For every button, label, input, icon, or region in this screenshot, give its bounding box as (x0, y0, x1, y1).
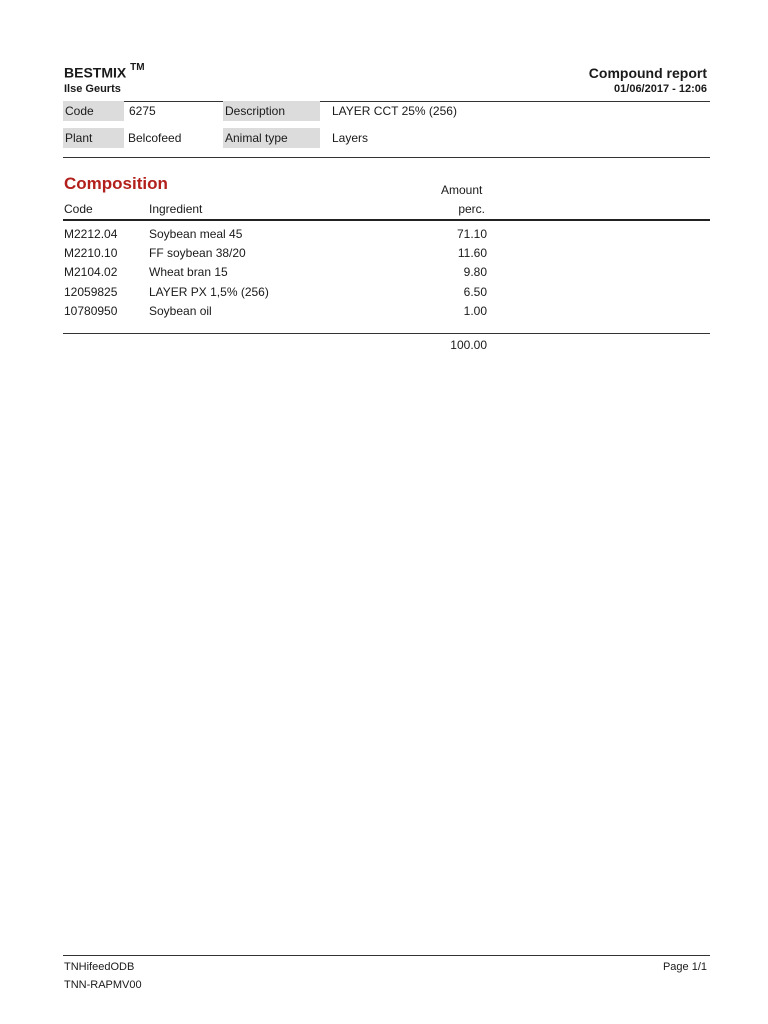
report-title: Compound report (588, 65, 707, 81)
ingredient-name: Soybean meal 45 (149, 227, 243, 241)
ingredient-name: LAYER PX 1,5% (256) (149, 285, 269, 299)
table-row (64, 265, 494, 284)
plant-label: Plant (63, 128, 124, 148)
brand-name: BESTMIX (64, 64, 127, 81)
composition-title: Composition (64, 174, 168, 193)
table-footer-divider (63, 333, 710, 334)
footer-divider (63, 955, 710, 956)
perc-header: perc. (458, 202, 485, 216)
ingredient-code: M2210.10 (64, 246, 118, 260)
ingredient-column-header: Ingredient (149, 202, 203, 216)
ingredient-amount: 9.80 (463, 265, 487, 279)
plant-value: Belcofeed (128, 131, 182, 145)
page-number: Page 1/1 (662, 961, 707, 973)
ingredient-code: M2104.02 (64, 265, 118, 279)
description-label: Description (223, 101, 320, 121)
ingredient-code: M2212.04 (64, 227, 118, 241)
ingredient-name: Wheat bran 15 (149, 265, 228, 279)
brand-title (64, 64, 145, 81)
description-value: LAYER CCT 25% (256) (332, 104, 457, 118)
code-value: 6275 (129, 104, 156, 118)
report-datetime: 01/06/2017 - 12:06 (614, 83, 707, 95)
report-id: TNN-RAPMV00 (64, 979, 142, 991)
table-row (64, 285, 494, 304)
animal-type-label: Animal type (223, 128, 320, 148)
ingredient-amount: 1.00 (463, 304, 487, 318)
ingredient-amount: 71.10 (456, 227, 487, 241)
table-row (64, 246, 494, 265)
ingredient-code: 12059825 (64, 285, 118, 299)
code-label: Code (63, 101, 124, 121)
ingredient-amount: 11.60 (457, 246, 487, 260)
ingredient-name: FF soybean 38/20 (149, 246, 246, 260)
table-row (64, 304, 494, 323)
code-column-header: Code (64, 202, 93, 216)
animal-type-value: Layers (332, 131, 369, 145)
info-divider (63, 157, 710, 158)
user-name: Ilse Geurts (64, 83, 121, 95)
database-name: TNHifeedODB (64, 961, 135, 973)
total-row (64, 338, 494, 357)
ingredient-code: 10780950 (64, 304, 118, 318)
ingredient-name: Soybean oil (149, 304, 212, 318)
ingredient-amount: 6.50 (463, 285, 487, 299)
table-header-divider (63, 219, 710, 221)
total-amount: 100.00 (450, 338, 487, 352)
table-row (64, 227, 494, 246)
amount-header: Amount (441, 183, 483, 197)
trademark-mark: TM (130, 62, 145, 73)
